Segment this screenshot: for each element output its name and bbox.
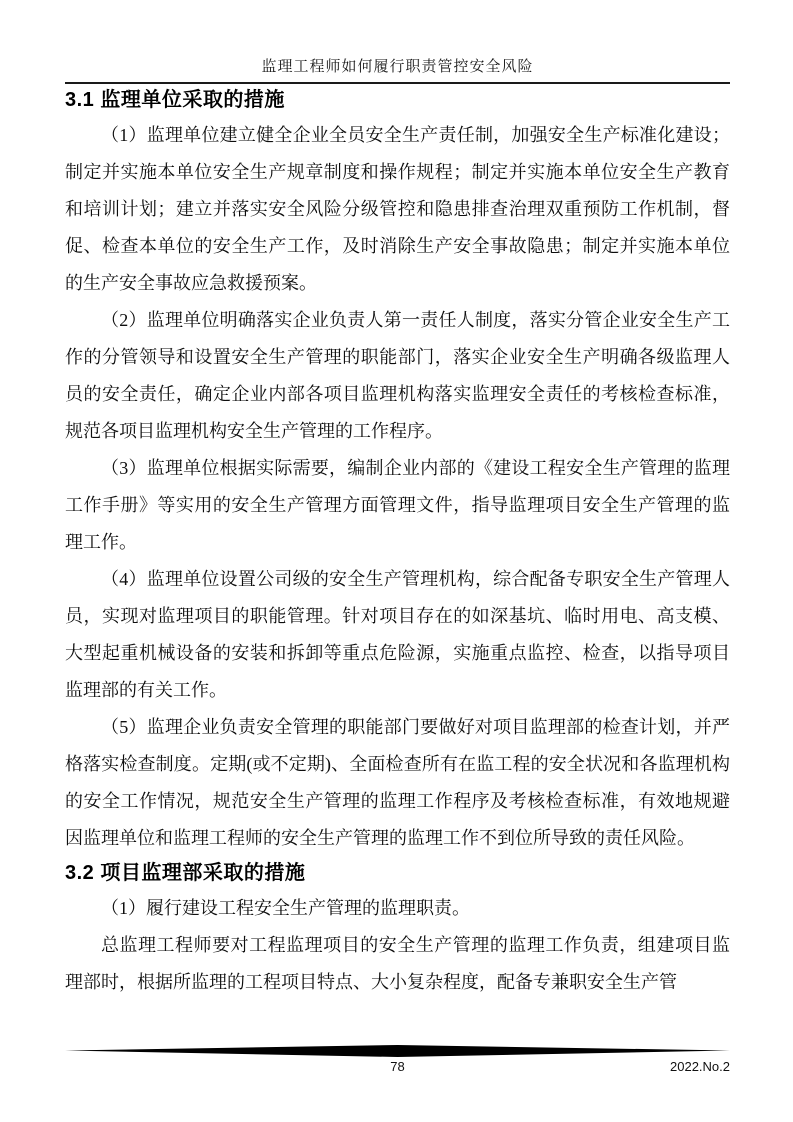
- issue-label: 2022.No.2: [670, 1059, 730, 1074]
- page-header: [65, 0, 730, 84]
- paragraph-3-1-item-1: （1）监理单位建立健全企业全员安全生产责任制，加强安全生产标准化建设；制定并实施本单位安全生产规章制度和操作规程；制定并实施本单位安全生产教育和培训计划；建立并落实安全风险分级管控和隐患排查治理双重预防工作机制，督促、检查本单位的安全生产工作，及时消除生产安全事故隐患；制定并实施本单位的生产安全事故应急救援预案。: [65, 125, 730, 293]
- document-body: [65, 87, 730, 1001]
- section-heading-3-1: 3.1 监理单位采取的措施: [65, 89, 285, 111]
- running-head-title: 监理工程师如何履行职责管控安全风险: [261, 59, 534, 75]
- paragraph-3-2-continuation: 总监理工程师要对工程监理项目的安全生产管理的监理工作负责，组建项目监理部时，根据所监理的工程项目特点、大小复杂程度，配备专兼职安全生产管: [65, 935, 730, 992]
- paragraph-3-1-item-3: （3）监理单位根据实际需要，编制企业内部的《建设工程安全生产管理的监理工作手册》等实用的安全生产管理方面管理文件，指导监理项目安全生产管理的监理工作。: [65, 458, 730, 552]
- footer-text-line: [65, 1058, 730, 1078]
- paragraph-3-1-item-2: （2）监理单位明确落实企业负责人第一责任人制度，落实分管企业安全生产工作的分管领导和设置安全生产管理的职能部门，落实企业安全生产明确各级监理人员的安全责任，确定企业内部各项目监理机构落实监理安全责任的考核检查标准，规范各项目监理机构安全生产管理的工作程序。: [65, 310, 730, 441]
- paragraph-3-1-item-4: （4）监理单位设置公司级的安全生产管理机构，综合配备专职安全生产管理人员，实现对监理项目的职能管理。针对项目存在的如深基坑、临时用电、高支模、大型起重机械设备的安装和拆卸等重点危险源，实施重点监控、检查，以指导项目监理部的有关工作。: [65, 569, 730, 700]
- paragraph-3-2-item-1: （1）履行建设工程安全生产管理的监理职责。: [101, 898, 470, 918]
- header-rule: [65, 82, 730, 84]
- page-content: [65, 0, 730, 1001]
- paragraph-3-1-item-5: （5）监理企业负责安全管理的职能部门要做好对项目监理部的检查计划，并严格落实检查制度。定期(或不定期)、全面检查所有在监工程的安全状况和各监理机构的安全工作情况，规范安全生产管理的监理工作程序及考核检查标准，有效地规避因监理单位和监理工程师的安全生产管理的监理工作不到位所导致的责任风险。: [65, 717, 730, 848]
- page-footer: [65, 1045, 730, 1078]
- section-heading-3-2: 3.2 项目监理部采取的措施: [65, 862, 306, 884]
- page-number: 78: [390, 1059, 405, 1074]
- footer-decorative-rule: [65, 1045, 730, 1057]
